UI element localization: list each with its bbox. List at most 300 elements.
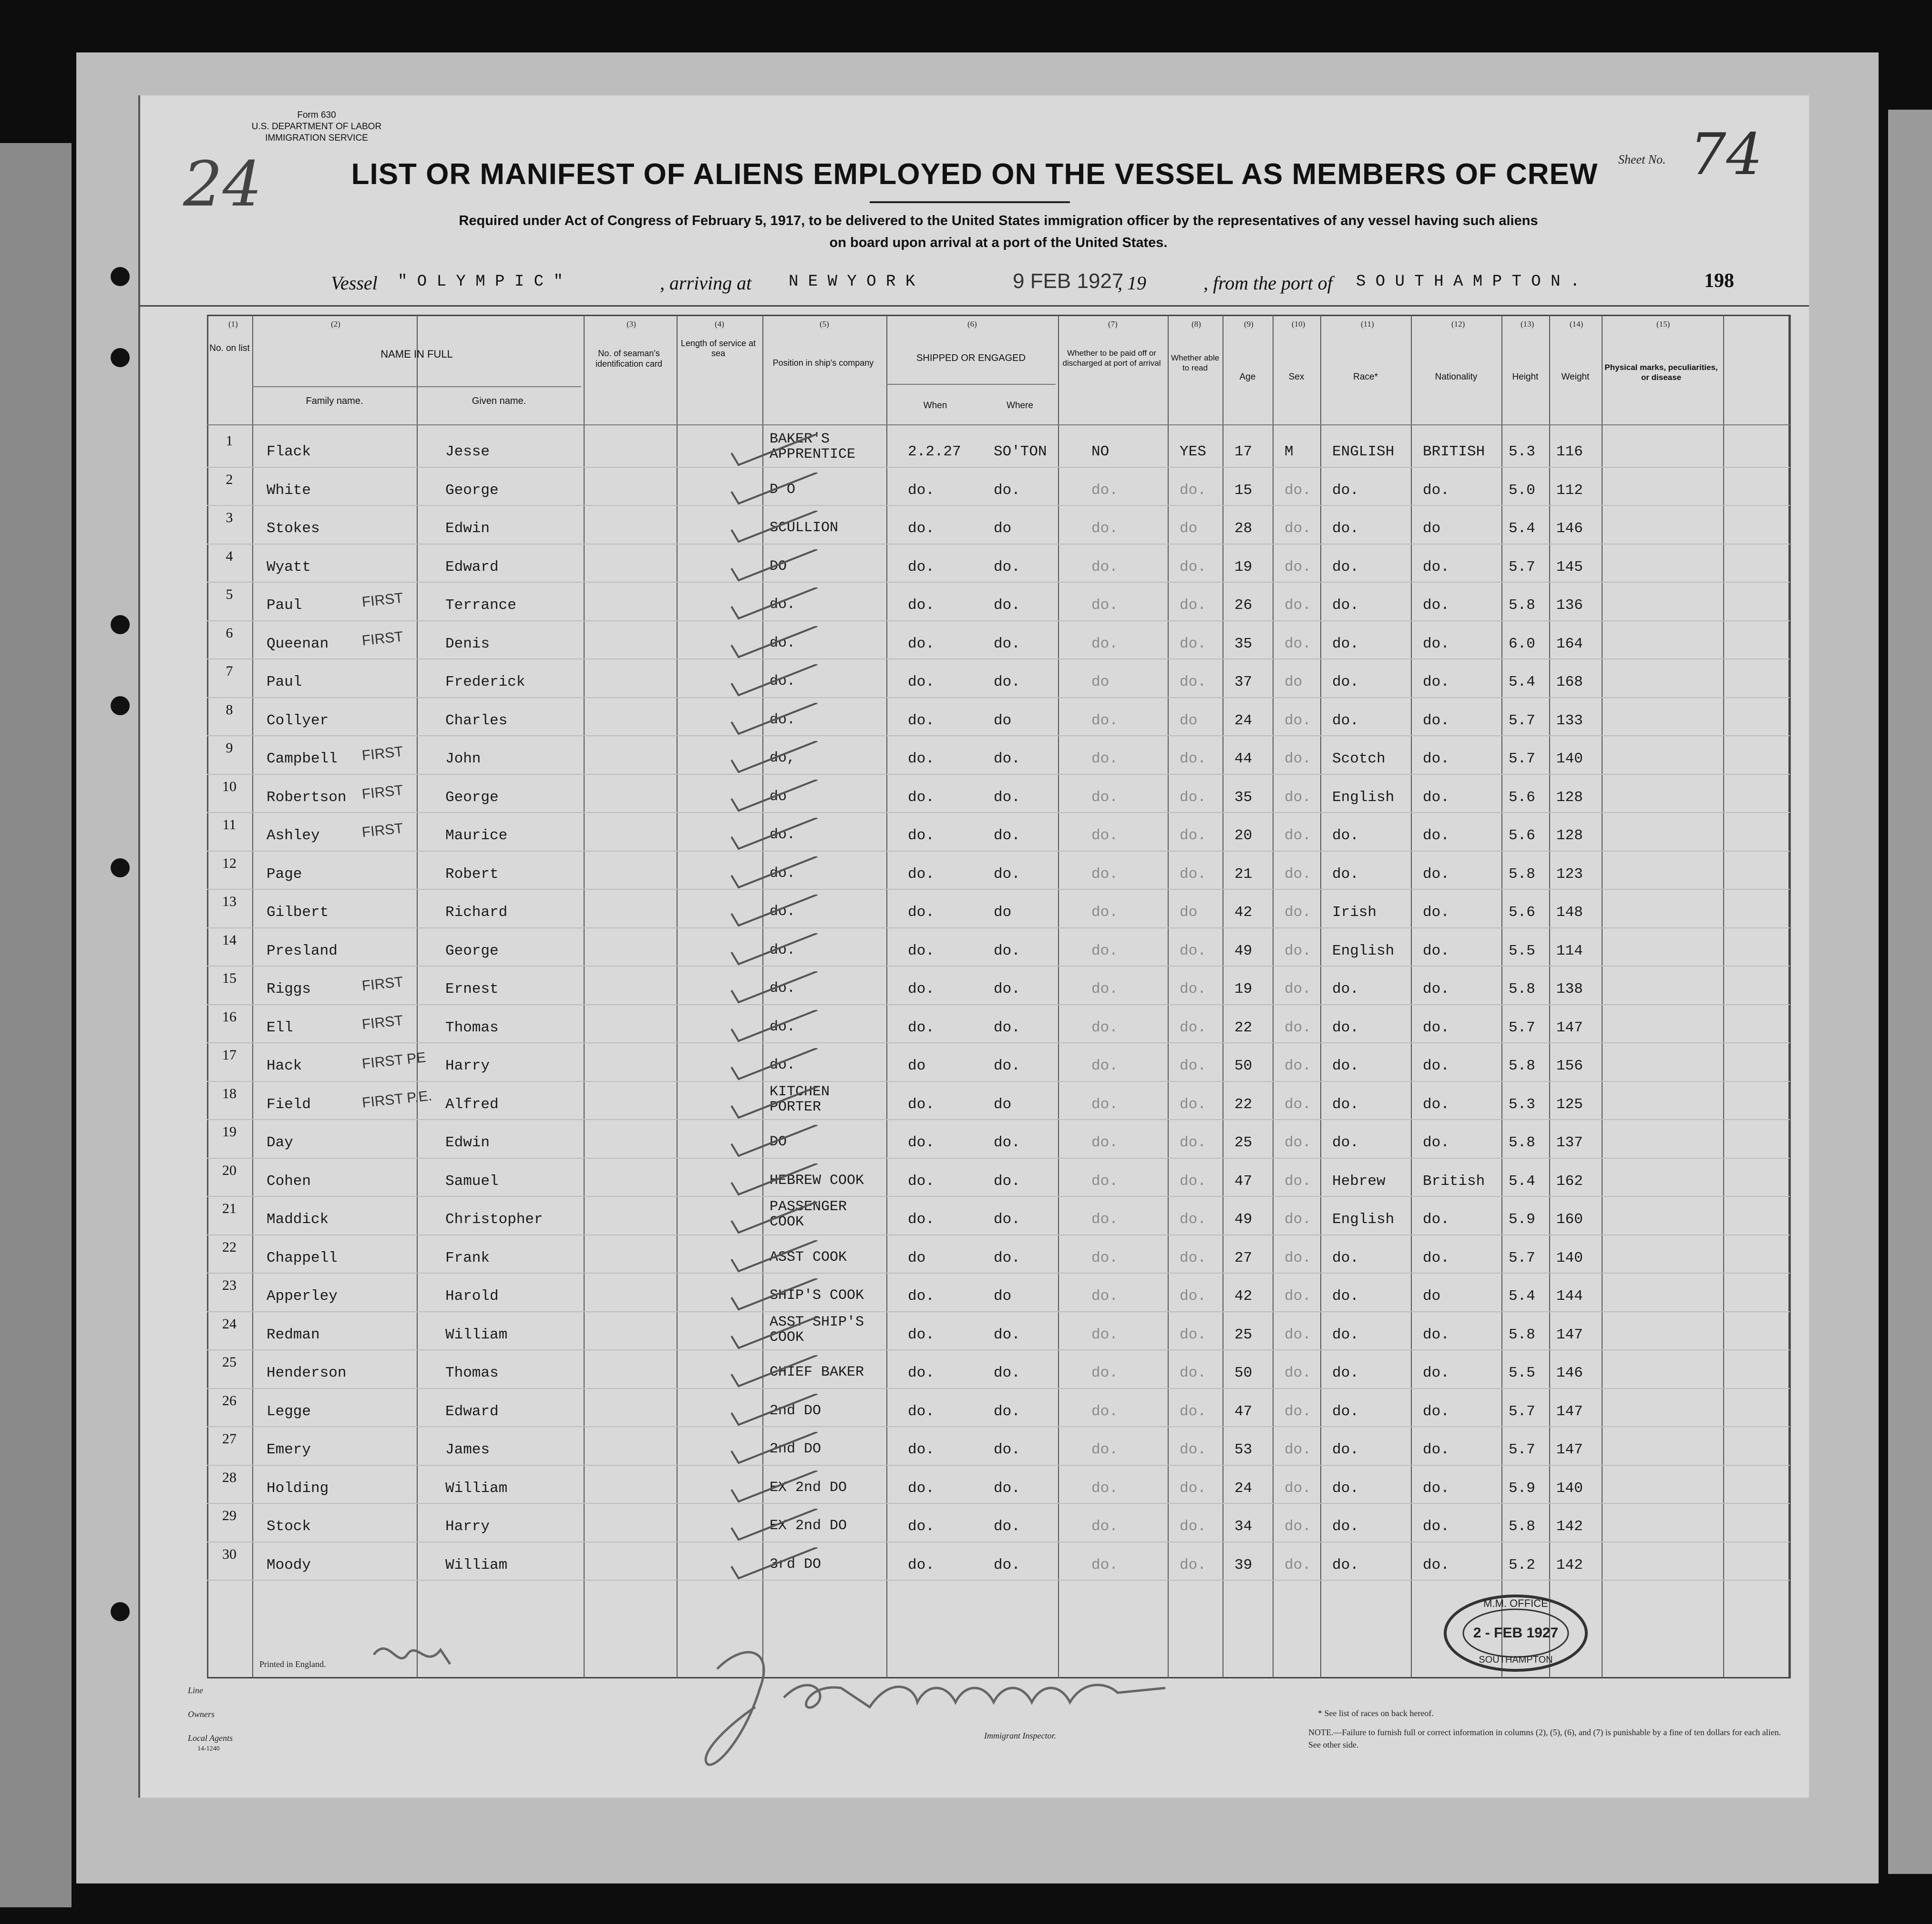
weight-cell: 137 [1556, 1134, 1583, 1151]
nationality-cell: do. [1423, 1326, 1449, 1343]
race-cell: Hebrew [1332, 1173, 1386, 1190]
paid-off-cell: do. [1091, 789, 1118, 806]
family-name-cell: White [267, 482, 311, 499]
position-cell: ASST COOK [770, 1249, 847, 1266]
nationality-cell: do. [1423, 904, 1449, 921]
row-number: 8 [226, 701, 233, 718]
age-cell: 21 [1234, 865, 1253, 883]
given-name-cell: Christopher [445, 1211, 543, 1228]
shipped-when-cell: 2.2.27 [908, 443, 961, 460]
paid-off-cell: do. [1091, 597, 1118, 614]
first-annotation: FIRST [361, 782, 404, 802]
paid-off-cell: do. [1091, 1173, 1118, 1190]
race-cell: do. [1332, 1096, 1359, 1113]
weight-cell: 142 [1556, 1518, 1583, 1535]
race-cell: do. [1332, 482, 1359, 499]
sex-cell: M [1285, 443, 1294, 460]
sex-cell: do. [1285, 597, 1311, 614]
position-cell: BAKER'S APPRENTICE [770, 431, 856, 463]
race-cell: do. [1332, 1134, 1359, 1151]
race-cell: do. [1332, 712, 1359, 729]
weight-cell: 147 [1556, 1441, 1583, 1458]
sheet-number-label: Sheet No. [1618, 153, 1666, 166]
weight-cell: 138 [1556, 981, 1583, 998]
weight-cell: 128 [1556, 789, 1583, 806]
column-rule [886, 315, 887, 1678]
paid-off-cell: do. [1091, 1556, 1118, 1574]
weight-cell: 140 [1556, 751, 1583, 767]
position-cell: do. [770, 904, 796, 920]
shipped-when-cell: do. [908, 1134, 935, 1151]
sex-cell: do. [1285, 1365, 1311, 1381]
nationality-cell: do. [1423, 1134, 1449, 1151]
paid-off-cell: NO [1091, 443, 1110, 460]
sex-cell: do. [1285, 904, 1311, 921]
given-name-cell: Robert [445, 865, 499, 883]
age-cell: 50 [1234, 1365, 1253, 1381]
height-cell: 5.9 [1509, 1480, 1535, 1497]
weight-cell: 133 [1556, 712, 1583, 729]
shipped-when-cell: do. [908, 942, 935, 959]
from-port: S O U T H A M P T O N . [1356, 273, 1580, 291]
age-cell: 44 [1234, 751, 1253, 767]
family-name-cell: Queenan [267, 635, 329, 652]
column-number: (11) [1361, 319, 1374, 329]
row-number: 13 [222, 894, 236, 909]
family-name-cell: Robertson [267, 789, 347, 806]
check-mark-icon [727, 1010, 822, 1048]
column-number: (1) [228, 319, 238, 329]
weight-cell: 112 [1556, 482, 1583, 499]
position-cell: ASST SHIP'S COOK [770, 1314, 864, 1346]
weight-cell: 136 [1556, 597, 1583, 614]
sex-cell: do. [1285, 827, 1311, 844]
shipped-where-cell: do [994, 712, 1012, 729]
height-cell: 5.4 [1509, 1173, 1535, 1190]
shipped-where-cell: do. [994, 597, 1020, 614]
shipped-where-cell: do. [994, 751, 1020, 767]
row-rule [207, 620, 1790, 621]
sex-cell: do. [1285, 1480, 1311, 1497]
penalty-note: NOTE.—Failure to furnish full or correct information in columns (2), (5), (6), and (7) is punishable by a fine of ten dollars for each alien. See other side. [1308, 1728, 1781, 1749]
first-annotation: FIRST P.E. [361, 1087, 433, 1111]
column-number: (15) [1656, 319, 1670, 329]
row-number: 1 [226, 433, 233, 449]
form-reference [216, 110, 417, 144]
row-number: 14 [222, 932, 236, 948]
nationality-cell: do. [1423, 1518, 1449, 1535]
shipped-where-cell: do. [994, 981, 1020, 998]
race-cell: do. [1332, 1518, 1359, 1535]
row-rule [207, 1503, 1790, 1504]
check-mark-icon [727, 434, 822, 472]
check-mark-icon [727, 1240, 822, 1278]
shipped-when-cell: do. [908, 1518, 935, 1535]
able-to-read-cell: do. [1180, 1288, 1206, 1305]
position-cell: do. [770, 980, 796, 997]
column-rule [1273, 315, 1274, 1678]
family-name-cell: Presland [267, 942, 338, 959]
position-cell: D O [770, 481, 796, 498]
given-name-cell: Denis [445, 635, 490, 652]
weight-cell: 148 [1556, 904, 1583, 921]
row-number: 2 [226, 471, 233, 487]
height-cell: 5.8 [1509, 865, 1535, 883]
handwritten-initials-icon [369, 1626, 464, 1683]
given-name-cell: Edward [445, 558, 499, 576]
check-mark-icon [727, 1202, 822, 1240]
given-name-cell: Samuel [445, 1173, 499, 1190]
stamp-top-text: M.M. OFFICE [1483, 1597, 1548, 1609]
race-cell: do. [1332, 558, 1359, 576]
weight-cell: 114 [1556, 942, 1583, 959]
header-race: Race* [1353, 372, 1378, 382]
paid-off-cell: do. [1091, 1365, 1118, 1381]
sex-cell: do. [1285, 558, 1311, 576]
able-to-read-cell: do. [1180, 827, 1206, 844]
shipped-when-cell: do. [908, 1556, 935, 1574]
position-cell: do. [770, 673, 796, 689]
race-cell: English [1332, 1211, 1395, 1228]
header-able-to-read: Whether able to read [1171, 353, 1220, 372]
column-rule [1058, 315, 1059, 1678]
check-mark-icon [727, 856, 822, 895]
header-age: Age [1239, 372, 1256, 382]
height-cell: 5.7 [1509, 1403, 1535, 1420]
able-to-read-cell: do. [1180, 1441, 1206, 1458]
subtitle-line-1: Required under Act of Congress of February 5, 1917, to be delivered to the United States immigration officer by the representatives of any vessel having such aliens [459, 213, 1538, 228]
position-cell: do. [770, 597, 796, 613]
row-number: 4 [226, 548, 233, 564]
header-paid-off: Whether to be paid off or discharged at port of arrival [1062, 349, 1161, 368]
age-cell: 35 [1234, 635, 1253, 652]
column-number: (2) [331, 319, 340, 329]
height-cell: 5.3 [1509, 1096, 1535, 1113]
sex-cell: do. [1285, 1518, 1311, 1535]
given-name-cell: Harry [445, 1058, 490, 1074]
given-name-cell: Frederick [445, 674, 525, 690]
position-cell: DO [770, 1134, 787, 1150]
shipped-where-cell: do. [994, 1058, 1020, 1074]
weight-cell: 146 [1556, 520, 1583, 537]
race-cell: English [1332, 942, 1395, 959]
sex-cell: do. [1285, 1173, 1311, 1190]
paid-off-cell: do. [1091, 1249, 1118, 1266]
punch-hole [111, 348, 130, 367]
shipped-where-cell: do. [994, 942, 1020, 959]
position-cell: KITCHEN PORTER [770, 1083, 830, 1115]
height-cell: 5.7 [1509, 1019, 1535, 1036]
able-to-read-cell: do. [1180, 942, 1206, 959]
weight-cell: 123 [1556, 865, 1583, 883]
given-name-cell: Alfred [445, 1096, 499, 1113]
paid-off-cell: do. [1091, 635, 1118, 652]
given-name-cell: Harold [445, 1288, 499, 1305]
column-number: (13) [1521, 319, 1534, 329]
row-number: 30 [222, 1546, 236, 1562]
row-number: 20 [222, 1162, 236, 1178]
able-to-read-cell: do. [1180, 789, 1206, 806]
given-name-cell: William [445, 1326, 508, 1343]
header-separator [140, 305, 1809, 307]
row-rule [207, 735, 1790, 736]
position-cell: do, [770, 750, 796, 766]
shipped-when-cell: do. [908, 1096, 935, 1113]
shipped-when-cell: do. [908, 1326, 935, 1343]
column-number: (3) [627, 319, 636, 329]
stamp-bottom-text: SOUTHAMPTON [1479, 1655, 1553, 1665]
shipped-where-cell: do. [994, 865, 1020, 883]
able-to-read-cell: do. [1180, 635, 1206, 652]
height-cell: 5.4 [1509, 1288, 1535, 1305]
shipped-when-cell: do. [908, 674, 935, 690]
first-annotation: FIRST [361, 1012, 404, 1032]
row-rule [207, 1426, 1790, 1427]
height-cell: 5.8 [1509, 1518, 1535, 1535]
inspector-signature-icon [689, 1612, 1261, 1802]
position-cell: EX 2nd DO [770, 1479, 847, 1496]
row-number: 3 [226, 510, 233, 525]
able-to-read-cell: do. [1180, 751, 1206, 767]
position-cell: do. [770, 827, 796, 843]
race-cell: do. [1332, 674, 1359, 690]
check-mark-icon [727, 511, 822, 549]
check-mark-icon [727, 626, 822, 664]
sex-cell: do. [1285, 981, 1311, 998]
family-name-cell: Ell [267, 1019, 293, 1036]
paid-off-cell: do. [1091, 482, 1118, 499]
check-mark-icon [727, 818, 822, 856]
able-to-read-cell: do. [1180, 1326, 1206, 1343]
check-mark-icon [727, 933, 822, 971]
weight-cell: 146 [1556, 1365, 1583, 1381]
check-mark-icon [727, 703, 822, 741]
nationality-cell: do. [1423, 751, 1449, 767]
shipped-where-cell: do. [994, 1249, 1020, 1266]
shipped-when-cell: do. [908, 712, 935, 729]
nationality-cell: do. [1423, 482, 1449, 499]
shipped-when-cell: do. [908, 482, 935, 499]
weight-cell: 168 [1556, 674, 1583, 690]
race-cell: Scotch [1332, 751, 1386, 767]
position-cell: do. [770, 711, 796, 728]
row-number: 10 [222, 778, 236, 794]
able-to-read-cell: do. [1180, 1019, 1206, 1036]
races-note: * See list of races on back hereof. [1318, 1708, 1434, 1718]
age-cell: 22 [1234, 1096, 1253, 1113]
form-number: Form 630 [297, 110, 336, 120]
shipped-when-cell: do. [908, 1441, 935, 1458]
paid-off-cell: do. [1091, 1441, 1118, 1458]
race-cell: do. [1332, 520, 1359, 537]
nationality-cell: do. [1423, 1249, 1449, 1266]
nationality-cell: do. [1423, 1441, 1449, 1458]
column-rule [1501, 315, 1502, 1678]
able-to-read-cell: YES [1180, 443, 1206, 460]
arrival-port: N E W Y O R K [789, 273, 915, 291]
paid-off-cell: do. [1091, 1134, 1118, 1151]
position-cell: SHIP'S COOK [770, 1287, 864, 1304]
column-rule [1790, 315, 1791, 1678]
family-name-cell: Page [267, 865, 302, 883]
row-number: 15 [222, 970, 236, 986]
height-cell: 5.9 [1509, 1211, 1535, 1228]
check-mark-icon [727, 1317, 822, 1355]
height-cell: 5.2 [1509, 1556, 1535, 1574]
age-cell: 17 [1234, 443, 1253, 460]
shipped-when-cell: do [908, 1058, 926, 1074]
header-shipped-or-engaged: SHIPPED OR ENGAGED [916, 353, 1026, 363]
family-name-cell: Cohen [267, 1173, 311, 1190]
shipped-when-cell: do. [908, 827, 935, 844]
weight-cell: 162 [1556, 1173, 1583, 1190]
given-name-cell: Charles [445, 712, 508, 729]
shipped-when-cell: do. [908, 558, 935, 576]
header-family-name: Family name. [306, 396, 363, 406]
column-number: (7) [1108, 319, 1118, 329]
header-seaman-card: No. of seaman's identification card [595, 349, 663, 369]
age-cell: 24 [1234, 712, 1253, 729]
sex-cell: do. [1285, 1058, 1311, 1074]
header-given-name: Given name. [472, 396, 526, 406]
column-rule [584, 315, 585, 1678]
sex-cell: do. [1285, 865, 1311, 883]
paid-off-cell: do. [1091, 1326, 1118, 1343]
row-number: 22 [222, 1239, 236, 1255]
paid-off-cell: do. [1091, 865, 1118, 883]
age-cell: 39 [1234, 1556, 1253, 1574]
shipped-when-cell: do. [908, 1365, 935, 1381]
nationality-cell: do. [1423, 981, 1449, 998]
height-cell: 5.6 [1509, 904, 1535, 921]
paid-off-cell: do. [1091, 981, 1118, 998]
age-cell: 19 [1234, 558, 1253, 576]
shipped-where-cell: do. [994, 1019, 1020, 1036]
position-cell: 2nd DO [770, 1402, 822, 1419]
given-name-cell: Jesse [445, 443, 490, 460]
row-rule [207, 1158, 1790, 1159]
row-rule [207, 812, 1790, 813]
check-mark-icon [727, 664, 822, 702]
able-to-read-cell: do. [1180, 981, 1206, 998]
shipped-where-cell: do. [994, 1173, 1020, 1190]
left-binding-strip [0, 143, 72, 1907]
header-rule [252, 386, 581, 387]
shipped-where-cell: do. [994, 674, 1020, 690]
age-cell: 27 [1234, 1249, 1253, 1266]
nationality-cell: do. [1423, 635, 1449, 652]
given-name-cell: Ernest [445, 981, 499, 998]
nationality-cell: do [1423, 520, 1441, 537]
nationality-cell: do. [1423, 597, 1449, 614]
shipped-when-cell: do. [908, 981, 935, 998]
paid-off-cell: do. [1091, 1480, 1118, 1497]
family-name-cell: Holding [267, 1480, 329, 1497]
shipped-where-cell: do. [994, 827, 1020, 844]
race-cell: do. [1332, 1480, 1359, 1497]
nationality-cell: do [1423, 1288, 1441, 1305]
paid-off-cell: do. [1091, 1058, 1118, 1074]
age-cell: 28 [1234, 520, 1253, 537]
given-name-cell: William [445, 1556, 508, 1574]
year-label: , 19 [1118, 272, 1146, 294]
race-cell: Irish [1332, 904, 1377, 921]
header-name-in-full: NAME IN FULL [380, 348, 453, 360]
sex-cell: do. [1285, 1441, 1311, 1458]
shipped-where-cell: do. [994, 1326, 1020, 1343]
row-rule [207, 1196, 1790, 1197]
column-number: (8) [1192, 319, 1201, 329]
check-mark-icon [727, 1087, 822, 1125]
paid-off-cell: do. [1091, 1288, 1118, 1305]
row-rule [207, 851, 1790, 852]
able-to-read-cell: do. [1180, 1480, 1206, 1497]
able-to-read-cell: do. [1180, 1518, 1206, 1535]
vessel-line [140, 267, 1809, 300]
given-name-cell: Harry [445, 1518, 490, 1535]
check-mark-icon [727, 1125, 822, 1163]
shipped-where-cell: do. [994, 1518, 1020, 1535]
nationality-cell: British [1423, 1173, 1485, 1190]
paid-off-cell: do. [1091, 1518, 1118, 1535]
check-mark-icon [727, 1471, 822, 1509]
sheet-number: 74 [1690, 122, 1763, 188]
shipped-where-cell: do. [994, 1134, 1020, 1151]
height-cell: 5.4 [1509, 674, 1535, 690]
shipped-when-cell: do. [908, 1480, 935, 1497]
given-name-cell: Frank [445, 1249, 490, 1266]
shipped-when-cell: do. [908, 1288, 935, 1305]
given-name-cell: Edwin [445, 1134, 490, 1151]
sex-cell: do. [1285, 1326, 1311, 1343]
row-rule [207, 1004, 1790, 1005]
family-name-cell: Apperley [267, 1288, 338, 1305]
arriving-label: , arriving at [660, 272, 752, 294]
sex-cell: do. [1285, 751, 1311, 767]
race-cell: do. [1332, 635, 1359, 652]
race-cell: do. [1332, 827, 1359, 844]
sex-cell: do. [1285, 520, 1311, 537]
race-cell: do. [1332, 865, 1359, 883]
able-to-read-cell: do [1180, 904, 1198, 921]
age-cell: 15 [1234, 482, 1253, 499]
shipped-when-cell: do. [908, 789, 935, 806]
check-mark-icon [727, 1163, 822, 1202]
row-number: 29 [222, 1508, 236, 1523]
height-cell: 5.8 [1509, 1134, 1535, 1151]
height-cell: 5.8 [1509, 1326, 1535, 1343]
age-cell: 25 [1234, 1134, 1253, 1151]
weight-cell: 125 [1556, 1096, 1583, 1113]
shipped-where-cell: do [994, 520, 1012, 537]
age-cell: 47 [1234, 1173, 1253, 1190]
row-rule [207, 697, 1790, 698]
header-no-on-list: No. on list [209, 343, 250, 353]
column-number: (4) [715, 319, 724, 329]
punch-hole [111, 267, 130, 286]
row-rule [207, 774, 1790, 775]
weight-cell: 164 [1556, 635, 1583, 652]
sex-cell: do. [1285, 1403, 1311, 1420]
nationality-cell: do. [1423, 789, 1449, 806]
row-number: 12 [222, 855, 236, 871]
height-cell: 5.8 [1509, 1058, 1535, 1074]
age-cell: 25 [1234, 1326, 1253, 1343]
printed-in-england: Printed in England. [259, 1659, 326, 1669]
age-cell: 49 [1234, 1211, 1253, 1228]
position-cell: do. [770, 1019, 796, 1035]
age-cell: 19 [1234, 981, 1253, 998]
